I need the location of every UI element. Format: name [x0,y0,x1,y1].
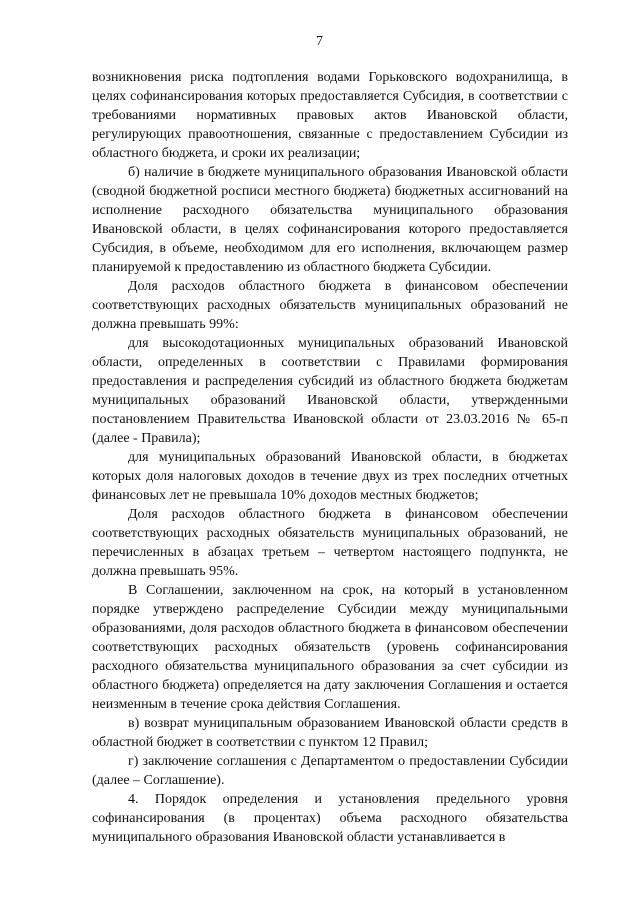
paragraph-continuation: возникновения риска подтопления водами Горьковского водохранилища, в целях софинансирования которых предоставляется Субсидия, в соответствии с требованиями нормативных правовых актов Ивановской области, регулирующих правоотношения, связанные с предоставлением Субсидии из областного бюджета, и сроки их реализации; [92,70,568,161]
paragraph-high-subsidy-municipalities: для высокодотационных муниципальных образований Ивановской области, определенных в соответствии с Правилами формирования предоставления и распределения субсидий из областного бюджета бюджетам муниципальных образований Ивановской области, утвержденными постановлением Правительства Ивановской области от 23.03.2016 № 65-п (далее - Правила); [92,336,568,446]
paragraph-share-95-percent: Доля расходов областного бюджета в финансовом обеспечении соответствующих расходных обязательств муниципальных образований, не перечисленных в абзацах третьем – четвертом настоящего подпункта, не должна превышать 95%. [92,507,568,579]
paragraph-share-99-percent: Доля расходов областного бюджета в финансовом обеспечении соответствующих расходных обязательств муниципальных образований не должна превышать 99%: [92,279,568,332]
paragraph-4-cofinancing-procedure: 4. Порядок определения и установления предельного уровня софинансирования (в процентах) объема расходного обязательства муниципального образования Ивановской области устанавливается в [92,792,568,845]
paragraph-b-budget-allocation: б) наличие в бюджете муниципального образования Ивановской области (сводной бюджетной росписи местного бюджета) бюджетных ассигнований на исполнение расходного обязательства муниципального образования Ивановской области, в целях софинансирования которого предоставляется Субсидия, в объеме, необходимом для его исполнения, включающем размер планируемой к предоставлению из областного бюджета Субсидии. [92,165,568,275]
document-body [92,68,568,847]
page-number: 7 [316,34,323,49]
paragraph-g-agreement: г) заключение соглашения с Департаментом о предоставлении Субсидии (далее – Соглашение). [92,754,568,788]
paragraph-agreement-cofinancing-level: В Соглашении, заключенном на срок, на который в установленном порядке утверждено распределение Субсидии между муниципальными образованиями, доля расходов областного бюджета в финансовом обеспечении соответствующих расходных обязательств (уровень софинансирования расходного обязательства муниципального образования за счет субсидии из областного бюджета) определяется на дату заключения Соглашения и остается неизменным в течение срока действия Соглашения. [92,583,568,712]
paragraph-tax-revenue-municipalities: для муниципальных образований Ивановской области, в бюджетах которых доля налоговых доходов в течение двух из трех последних отчетных финансовых лет не превышала 10% доходов местных бюджетов; [92,450,568,503]
paragraph-v-refund: в) возврат муниципальным образованием Ивановской области средств в областной бюджет в соответствии с пунктом 12 Правил; [92,716,568,750]
